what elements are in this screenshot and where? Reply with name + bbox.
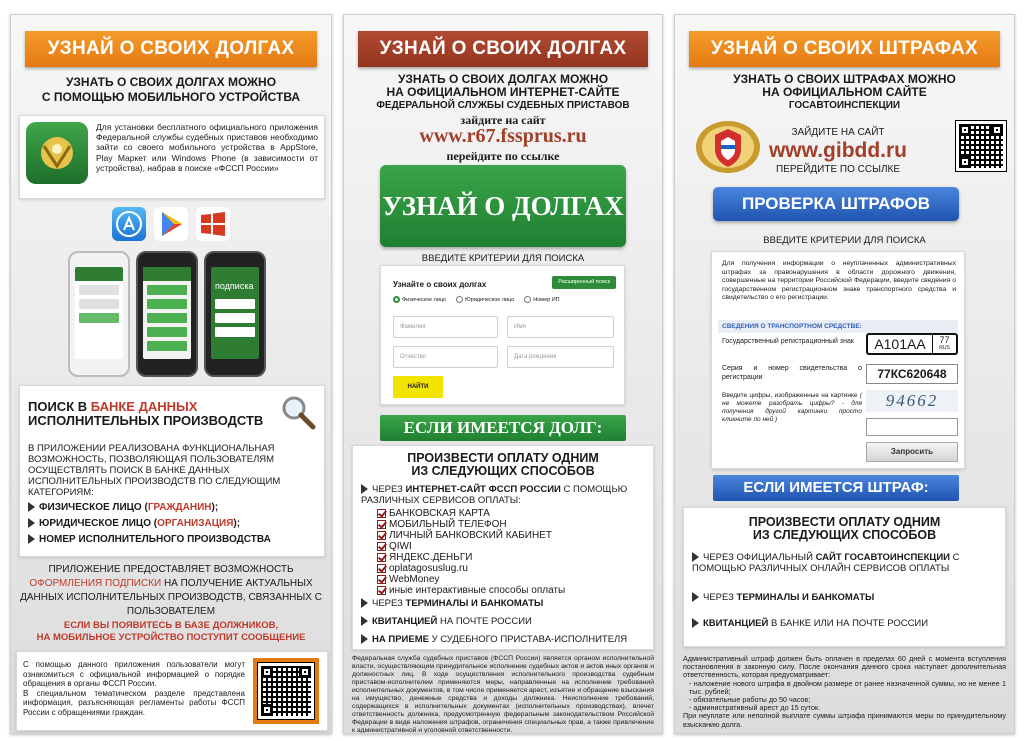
windows-phone-illustration: подписка bbox=[204, 251, 266, 377]
gibdd-go-site-label: ЗАЙДИТЕ НА САЙТ bbox=[791, 127, 885, 138]
service-item: QIWI bbox=[377, 541, 565, 552]
service-item: oplatagosuslug.ru bbox=[377, 563, 565, 574]
if-fine-banner: ЕСЛИ ИМЕЕТСЯ ШТРАФ: bbox=[713, 475, 959, 501]
category-list bbox=[28, 502, 271, 546]
service-item: БАНКОВСКАЯ КАРТА bbox=[377, 508, 565, 519]
follow-link-label: перейдите по ссылке bbox=[446, 149, 560, 163]
debt-search-form bbox=[380, 265, 625, 405]
cert-label: Серия и номер свидетельства о регистрации bbox=[722, 365, 862, 381]
panel3-banner: УЗНАЙ О СВОИХ ШТРАФАХ bbox=[689, 31, 1000, 67]
panel2-footer-text: Федеральная служба судебных приставов (ФССП России) является органом исполнительной власти, осуществляющим принудительное исполнение судебных актов и актов иных органов и должностных лиц. В ходе осуществления исполнительного производства судебным приставом-исполнителем применяются меры, направленные на исполнение требований исполнительных документов, в том числе применяется арест, изъятие и обращение взыскания на имущество, денежные средства и доходы должника. Неисполнение требований, содержащихся в исполнительных документах (исполнительных производствах), влечет ответственность должника, предусмотренную федеральным законодательством Российской Федерации в виде наложения штрафов, ограничения специальных прав, а также привлечение к административной и уголовной ответственности. bbox=[352, 655, 654, 734]
extended-search-button[interactable]: Расширенный поиск bbox=[552, 276, 616, 289]
gibdd-follow-label: ПЕРЕЙДИТЕ ПО ССЫЛКЕ bbox=[776, 164, 900, 175]
vehicle-info-header: СВЕДЕНИЯ О ТРАНСПОРТНОМ СРЕДСТВЕ: bbox=[718, 320, 958, 333]
panel1-heading: УЗНАТЬ О СВОИХ ДОЛГАХ МОЖНО С ПОМОЩЬЮ МОБИЛЬНОГО УСТРОЙСТВА bbox=[41, 75, 301, 104]
category-number: НОМЕР ИСПОЛНИТЕЛЬНОГО ПРОИЗВОДСТВА bbox=[28, 534, 271, 546]
fine-search-form bbox=[711, 251, 965, 469]
panel-gibdd-site bbox=[674, 14, 1015, 734]
category-legal: ЮРИДИЧЕСКОЕ ЛИЦО (ОРГАНИЗАЦИЯ); bbox=[28, 518, 271, 530]
radio-legal[interactable]: Юридическое лицо bbox=[456, 296, 514, 303]
subscription-text: ПРИЛОЖЕНИЕ ПРЕДОСТАВЛЯЕТ ВОЗМОЖНОСТЬ ОФОРМЛЕНИЯ ПОДПИСКИ НА ПОЛУЧЕНИЕ АКТУАЛЬНЫХ ДАННЫХ ИСПОЛНИТЕЛЬНЫХ ПРОИЗВОДСТВ, СВЯЗАННЫХ С ПОЛЬЗОВАТЕЛЕМ bbox=[20, 564, 322, 617]
gibdd-criteria-label: ВВЕДИТЕ КРИТЕРИИ ДЛЯ ПОИСКА bbox=[763, 235, 926, 246]
find-button[interactable]: НАЙТИ bbox=[393, 376, 443, 398]
search-bank-title: ПОИСК В БАНКЕ ДАННЫХ ИСПОЛНИТЕЛЬНЫХ ПРОИЗВОДСТВ bbox=[28, 399, 264, 428]
service-item: WebMoney bbox=[377, 574, 565, 585]
panel1-footer-text: С помощью данного приложения пользователи могут ознакомиться с официальной информацией о порядке обращения в органы ФССП России. В специальном тематическом разделе представлена информация, разъясняющая регламенты работы ФССП России с обращениями граждан. bbox=[23, 660, 245, 717]
via-site-text: ЧЕРЕЗ ИНТЕРНЕТ-САЙТ ФССП РОССИИ С ПОМОЩЬЮ РАЗЛИЧНЫХ СЕРВИСОВ ОПЛАТЫ: bbox=[361, 484, 628, 506]
panel2-banner: УЗНАЙ О СВОИХ ДОЛГАХ bbox=[358, 31, 648, 67]
magnifier-icon bbox=[280, 394, 316, 430]
play-market-icon[interactable] bbox=[154, 207, 188, 241]
fine-via-terminals-text: ЧЕРЕЗ ТЕРМИНАЛЫ И БАНКОМАТЫ bbox=[692, 592, 874, 603]
find-debts-button[interactable]: УЗНАЙ О ДОЛГАХ bbox=[380, 165, 626, 247]
iphone-illustration bbox=[68, 251, 130, 377]
service-item: ЯНДЕКС.ДЕНЬГИ bbox=[377, 552, 565, 563]
fine-payment-card bbox=[683, 507, 1006, 647]
fine-via-site-text: ЧЕРЕЗ ОФИЦИАЛЬНЫЙ САЙТ ГОСАВТОИНСПЕКЦИИ С ПОМОЩЬЮ РАЗЛИЧНЫХ ОНЛАЙН СЕРВИСОВ ОПЛАТЫ bbox=[692, 552, 960, 574]
request-button[interactable]: Запросить bbox=[866, 442, 958, 462]
payment-methods-card bbox=[352, 445, 654, 650]
cert-number-input[interactable]: 77КС620648 bbox=[866, 364, 958, 384]
service-item: МОБИЛЬНЫЙ ТЕЛЕФОН bbox=[377, 519, 565, 530]
windows-phone-icon[interactable] bbox=[196, 207, 230, 241]
panel-fssp-site bbox=[343, 14, 663, 734]
fine-via-receipt-text: КВИТАНЦИЕЙ В БАНКЕ ИЛИ НА ПОЧТЕ РОССИИ bbox=[692, 618, 928, 629]
panel2-heading: УЗНАТЬ О СВОИХ ДОЛГАХ МОЖНО НА ОФИЦИАЛЬНОМ ИНТЕРНЕТ-САЙТЕ ФЕДЕРАЛЬНОЙ СЛУЖБЫ СУДЕБНЫХ ПРИСТАВОВ bbox=[376, 72, 630, 111]
service-item: иные интерактивные способы оплаты bbox=[377, 585, 565, 596]
payment-heading: ПРОИЗВЕСТИ ОПЛАТУ ОДНИМ ИЗ СЛЕДУЮЩИХ СПОСОБОВ bbox=[407, 451, 599, 478]
radio-individual[interactable]: Физическое лицо bbox=[393, 296, 446, 303]
plate-label: Государственный регистрационный знак bbox=[722, 338, 854, 345]
fssp-app-icon bbox=[26, 122, 88, 184]
app-intro-card bbox=[19, 115, 325, 199]
gibdd-url-link[interactable]: www.gibdd.ru bbox=[768, 139, 908, 162]
captcha-label: Введите цифры, изображенные на картинке ( не можете разобрать цифры? - для получения другой картинки просто кликните по ней ) bbox=[722, 392, 862, 423]
panel1-banner: УЗНАЙ О СВОИХ ДОЛГАХ bbox=[25, 31, 317, 67]
search-bank-body: В ПРИЛОЖЕНИИ РЕАЛИЗОВАНА ФУНКЦИОНАЛЬНАЯ ВОЗМОЖНОСТЬ, ПОЗВОЛЯЮЩАЯ ПОЛЬЗОВАТЕЛЯМ ОСУЩЕСТВЛЯТЬ ПОИСК В БАНКЕ ДАННЫХ ИСПОЛНИТЕЛЬНЫХ ПРОИЗВОДСТВ ПО СЛЕДУЮЩИМ КАТЕГОРИЯМ: bbox=[28, 443, 281, 498]
via-reception-text: НА ПРИЕМЕ У СУДЕБНОГО ПРИСТАВА-ИСПОЛНИТЕЛЯ bbox=[361, 634, 627, 645]
service-item: ЛИЧНЫЙ БАНКОВСКИЙ КАБИНЕТ bbox=[377, 530, 565, 541]
qr-code-icon[interactable] bbox=[258, 663, 314, 719]
gibdd-qr-code-icon[interactable] bbox=[956, 121, 1006, 171]
name-input[interactable]: Имя bbox=[507, 316, 614, 338]
plate-number-input[interactable]: А101АА 77 RUS bbox=[866, 333, 958, 355]
fssp-url-link[interactable]: www.r67.fssprus.ru bbox=[419, 125, 587, 147]
category-individual: ФИЗИЧЕСКОЕ ЛИЦО (ГРАЖДАНИН); bbox=[28, 502, 271, 514]
form-title: Узнайте о своих долгах bbox=[393, 280, 487, 289]
birthdate-input[interactable]: Дата рождения bbox=[507, 346, 614, 368]
payment-services-list bbox=[377, 508, 565, 596]
if-debt-banner: ЕСЛИ ИМЕЕТСЯ ДОЛГ: bbox=[380, 415, 626, 441]
fine-form-intro: Для получения информации о неуплаченных административных штрафах за правонарушения в области дорожного движения, совершенные на территории Российской Федерации, введите сведения о государственном регистрационном знаке транспортного средства и свидетельство о его регистрации. bbox=[722, 260, 956, 302]
debtor-alert: ЕСЛИ ВЫ ПОЯВИТЕСЬ В БАЗЕ ДОЛЖНИКОВ, НА МОБИЛЬНОЕ УСТРОЙСТВО ПОСТУПИТ СООБЩЕНИЕ bbox=[36, 620, 306, 643]
radio-ip-number[interactable]: Номер ИП bbox=[524, 296, 559, 303]
qr-code-frame bbox=[253, 658, 319, 724]
check-fines-button[interactable]: ПРОВЕРКА ШТРАФОВ bbox=[713, 187, 959, 221]
via-terminals-text: ЧЕРЕЗ ТЕРМИНАЛЫ И БАНКОМАТЫ bbox=[361, 598, 543, 609]
panel-mobile-app bbox=[10, 14, 332, 734]
app-intro-text: Для установки бесплатного официального приложения Федеральной службы судебных приставов необходимо зайти со своего мобильного устройства в AppStore, Play Маркет или Windows Phone (в зависимости от устройства), набрав в поиске «ФССП России» bbox=[96, 122, 318, 173]
panel1-footer-card bbox=[16, 651, 328, 731]
panel3-heading: УЗНАТЬ О СВОИХ ШТРАФАХ МОЖНО НА ОФИЦИАЛЬНОМ САЙТЕ ГОСАВТОИНСПЕКЦИИ bbox=[733, 72, 956, 111]
search-bank-card bbox=[19, 385, 325, 557]
fine-payment-heading: ПРОИЗВЕСТИ ОПЛАТУ ОДНИМ ИЗ СЛЕДУЮЩИХ СПОСОБОВ bbox=[748, 515, 941, 542]
criteria-label: ВВЕДИТЕ КРИТЕРИИ ДЛЯ ПОИСКА bbox=[421, 253, 585, 264]
panel3-footer-text: Административный штраф должен быть оплачен в пределах 60 дней с момента вступления постановления в законную силу. После окончания данного срока наступает дополнительная ответственность, которая предусматривает: - наложение нового штрафа в двойном размере от ранее назначенной суммы, но не менее 1 тыс. рублей; - обязательные работы до 50 часов; - административный арест до 15 суток. При неуплате или неполной выплате суммы штрафа принимаются меры по принудительному взысканию долга. bbox=[683, 654, 1006, 729]
appstore-icon[interactable] bbox=[112, 207, 146, 241]
go-site-label: зайдите на сайт bbox=[460, 113, 546, 127]
surname-input[interactable]: Фамилия bbox=[393, 316, 498, 338]
captcha-image[interactable]: 94662 bbox=[866, 390, 958, 412]
search-type-radios bbox=[393, 296, 560, 303]
captcha-input[interactable] bbox=[866, 418, 958, 436]
android-phone-illustration bbox=[136, 251, 198, 377]
via-receipt-text: КВИТАНЦИЕЙ НА ПОЧТЕ РОССИИ bbox=[361, 616, 532, 627]
patronymic-input[interactable]: Отчество bbox=[393, 346, 498, 368]
